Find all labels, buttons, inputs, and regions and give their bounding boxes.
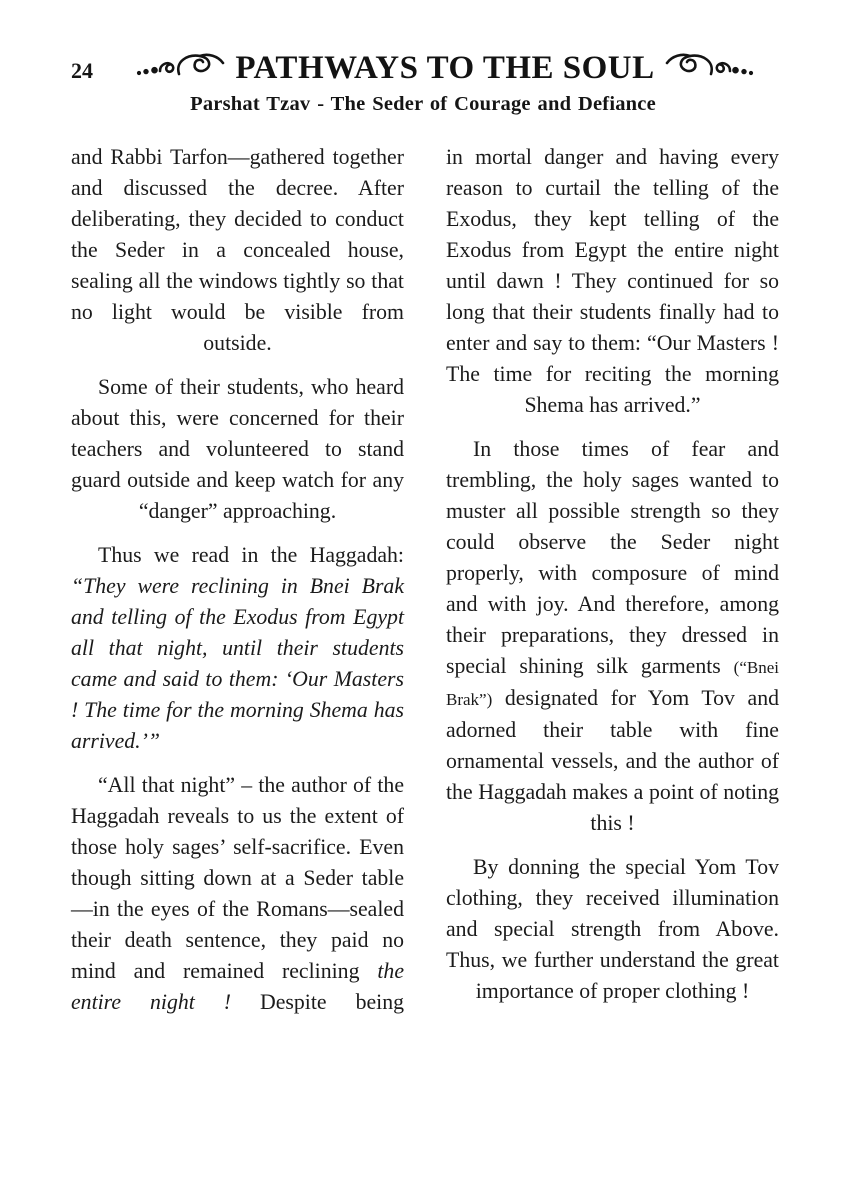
- text-run: Some of their students, who heard about this, were concerned for their teachers and volunteered to stand guard outside and keep watch for any “danger” approaching.: [71, 375, 404, 523]
- text-run: “They were reclining in Bnei Brak and telling of the Exodus from Egypt all that night, until their students came and said to them: ‘Our Masters ! The time for the morning Shema has arrived.’”: [71, 574, 404, 753]
- text-run: designated for Yom Tov and adorned their table with fine ornamental vessels, and the author of the Haggadah makes a point of noting this !: [446, 686, 779, 835]
- page-title: PATHWAYS TO THE SOUL: [235, 49, 655, 86]
- left-column: [71, 142, 404, 1031]
- text-run: and Rabbi Tarfon—gathered together and discussed the decree. After deliberating, they decided to conduct the Seder in a concealed house, sealing all the windows tightly so that no light would be visible from outside.: [71, 145, 404, 355]
- paragraph: [71, 372, 404, 527]
- text-run: Thus we read in the Haggadah:: [98, 543, 404, 567]
- paragraph: [71, 540, 404, 757]
- right-column: [446, 142, 779, 1031]
- text-run: Despite being: [231, 990, 404, 1014]
- title-row: [44, 48, 846, 88]
- text-run: in mortal danger and having every reason to curtail the telling of the Exodus, they kept telling of the Exodus from Egypt the entire night until dawn ! They continued for so long that their students finally had to enter and say to them: “Our Masters ! The time for reciting the morning Shema has arrived.”: [446, 145, 779, 417]
- paragraph: [446, 434, 779, 839]
- flourish-left-icon: [134, 53, 226, 83]
- two-column-text: [71, 142, 779, 1031]
- paragraph: [71, 770, 404, 1018]
- page-number: 24: [71, 58, 93, 83]
- text-run: “All that night” – the author of the Haggadah reveals to us the extent of those holy sages’ self-sacrifice. Even though sitting down at a Seder table—in the eyes of the Romans—sealed their death sentence, they paid no mind and remained reclining: [71, 773, 404, 983]
- text-run: In those times of fear and trembling, the holy sages wanted to muster all possible strength so they could observe the Seder night properly, with composure of mind and with joy. And therefore, among their preparations, they dressed in special shining silk garments: [446, 437, 779, 678]
- text-run: By donning the special Yom Tov clothing, they received illumination and special strength from Above. Thus, we further understand the great importance of proper clothing !: [446, 855, 779, 1003]
- paragraph: [446, 142, 779, 421]
- page-subtitle: Parshat Tzav - The Seder of Courage and Defiance: [190, 93, 656, 115]
- paragraph: [446, 852, 779, 1007]
- text-run: the entire night !: [71, 959, 404, 1014]
- text-run: (“Bnei Brak”): [446, 658, 779, 709]
- flourish-right-icon: [664, 53, 756, 83]
- paragraph: [71, 142, 404, 359]
